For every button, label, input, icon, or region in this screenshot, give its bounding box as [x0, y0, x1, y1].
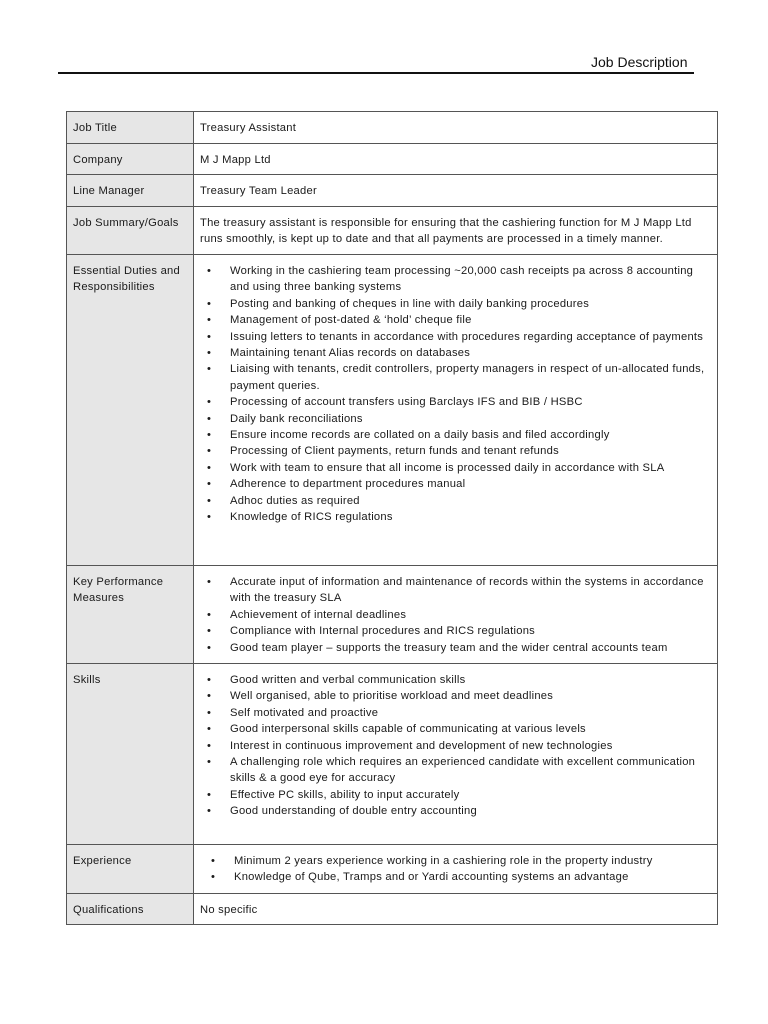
bullet-icon: • — [207, 706, 212, 719]
list-item — [200, 754, 711, 787]
experience-list — [200, 853, 711, 886]
row-experience — [67, 845, 718, 894]
list-item-text: Accurate input of information and maintenance of records within the systems in accordance with the treasury SLA — [230, 576, 704, 605]
list-item — [200, 312, 711, 328]
row-skills — [67, 664, 718, 845]
row-job-summary — [67, 207, 718, 255]
bullet-icon: • — [207, 494, 212, 507]
list-item — [200, 476, 711, 492]
duties-label: Essential Duties and Responsibilities — [67, 255, 194, 566]
skills-list — [200, 672, 711, 820]
list-item — [200, 623, 711, 639]
bullet-icon: • — [207, 429, 212, 442]
list-item-text: Maintaining tenant Alias records on databases — [230, 347, 471, 360]
bullet-icon: • — [207, 330, 212, 343]
line-manager-label: Line Manager — [67, 175, 194, 207]
list-item-text: Minimum 2 years experience working in a cashiering role in the property industry — [234, 855, 653, 867]
list-item-text: Good understanding of double entry accounting — [230, 805, 477, 818]
row-company — [67, 144, 718, 175]
list-item — [200, 427, 711, 443]
bullet-icon: • — [207, 363, 212, 376]
list-item-text: Adherence to department procedures manual — [230, 478, 466, 491]
list-item — [200, 721, 711, 737]
job-summary-label: Job Summary/Goals — [67, 207, 194, 255]
bullet-icon: • — [207, 674, 212, 686]
list-item-text: Ensure income records are collated on a daily basis and filed accordingly — [230, 429, 610, 442]
bullet-icon: • — [207, 396, 212, 409]
list-item-text: Knowledge of Qube, Tramps and or Yardi accounting systems an advantage — [234, 871, 629, 884]
row-duties — [67, 255, 718, 566]
document-title: Job Description — [591, 54, 688, 70]
header-divider — [58, 72, 694, 74]
company-label: Company — [67, 144, 194, 175]
row-line-manager — [67, 175, 718, 207]
qualifications-label: Qualifications — [67, 894, 194, 925]
duties-value — [194, 255, 718, 566]
list-item-text: Interest in continuous improvement and development of new technologies — [230, 739, 613, 752]
duties-list — [200, 263, 711, 526]
list-item — [200, 443, 711, 459]
list-item-text: Knowledge of RICS regulations — [230, 511, 393, 524]
qualifications-value: No specific — [194, 894, 718, 925]
list-item — [200, 296, 711, 312]
list-item — [200, 509, 711, 525]
bullet-icon: • — [207, 511, 212, 524]
company-value: M J Mapp Ltd — [194, 144, 718, 175]
list-item — [200, 672, 711, 688]
bullet-icon: • — [207, 625, 212, 638]
skills-label: Skills — [67, 664, 194, 845]
list-item-text: Work with team to ensure that all income is processed daily in accordance with SLA — [230, 461, 665, 474]
list-item — [200, 345, 711, 361]
bullet-icon: • — [207, 641, 212, 654]
kpm-value — [194, 566, 718, 664]
list-item — [200, 787, 711, 803]
list-item — [200, 574, 711, 607]
job-description-table — [66, 111, 718, 925]
experience-label: Experience — [67, 845, 194, 894]
job-title-label: Job Title — [67, 112, 194, 144]
list-item — [200, 607, 711, 623]
list-item-text: Compliance with Internal procedures and RICS regulations — [230, 625, 536, 638]
list-item — [200, 263, 711, 296]
list-item-text: Achievement of internal deadlines — [230, 608, 407, 621]
list-item-text: Good team player – supports the treasury team and the wider central accounts team — [230, 641, 668, 654]
list-item — [200, 705, 711, 721]
bullet-icon: • — [207, 297, 212, 310]
kpm-label: Key Performance Measures — [67, 566, 194, 664]
list-item — [200, 803, 711, 819]
bullet-icon: • — [207, 723, 212, 736]
list-item-text: Daily bank reconciliations — [230, 412, 363, 425]
list-item-text: Adhoc duties as required — [230, 494, 360, 507]
list-item-text: Posting and banking of cheques in line with daily banking procedures — [230, 297, 590, 310]
bullet-icon: • — [207, 478, 212, 491]
list-item-text: Well organised, able to prioritise workload and meet deadlines — [230, 690, 554, 703]
bullet-icon: • — [207, 265, 212, 277]
list-item-text: A challenging role which requires an experienced candidate with excellent communication skills & a good eye for accuracy — [230, 756, 696, 785]
bullet-icon: • — [211, 855, 216, 867]
list-item — [200, 411, 711, 427]
bullet-icon: • — [207, 739, 212, 752]
list-item — [200, 394, 711, 410]
row-kpm — [67, 566, 718, 664]
bullet-icon: • — [207, 608, 212, 621]
list-item-text: Liaising with tenants, credit controllers, property managers in respect of un-allocated funds, payment queries. — [230, 363, 705, 392]
bullet-icon: • — [207, 445, 212, 458]
experience-value — [194, 845, 718, 894]
list-item-text: Effective PC skills, ability to input accurately — [230, 788, 460, 801]
list-item — [200, 329, 711, 345]
bullet-icon: • — [207, 314, 212, 327]
bullet-icon: • — [207, 347, 212, 360]
list-item-text: Working in the cashiering team processing ~20,000 cash receipts pa across 8 accounting and using three banking systems — [230, 265, 694, 294]
list-item — [200, 493, 711, 509]
list-item-text: Processing of account transfers using Barclays IFS and BIB / HSBC — [230, 396, 583, 409]
bullet-icon: • — [207, 412, 212, 425]
list-item — [200, 460, 711, 476]
list-item — [200, 688, 711, 704]
bullet-icon: • — [207, 461, 212, 474]
bullet-icon: • — [207, 788, 212, 801]
list-item — [200, 869, 711, 885]
bullet-icon: • — [207, 756, 212, 769]
job-title-value: Treasury Assistant — [194, 112, 718, 144]
list-item — [200, 361, 711, 394]
job-summary-value: The treasury assistant is responsible for ensuring that the cashiering function for M J Mapp Ltd runs smoothly, is kept up to date and that all payments are processed in a timely manner. — [194, 207, 718, 255]
list-item-text: Good written and verbal communication skills — [230, 674, 466, 686]
bullet-icon: • — [211, 871, 216, 884]
list-item — [200, 738, 711, 754]
row-qualifications — [67, 894, 718, 925]
list-item — [200, 640, 711, 656]
list-item-text: Good interpersonal skills capable of communicating at various levels — [230, 723, 586, 736]
list-item-text: Self motivated and proactive — [230, 706, 379, 719]
line-manager-value: Treasury Team Leader — [194, 175, 718, 207]
bullet-icon: • — [207, 576, 212, 588]
list-item-text: Processing of Client payments, return funds and tenant refunds — [230, 445, 559, 458]
list-item — [200, 853, 711, 869]
skills-value — [194, 664, 718, 845]
kpm-list — [200, 574, 711, 656]
list-item-text: Issuing letters to tenants in accordance with procedures regarding acceptance of payments — [230, 330, 704, 343]
row-job-title — [67, 112, 718, 144]
bullet-icon: • — [207, 690, 212, 703]
bullet-icon: • — [207, 805, 212, 818]
list-item-text: Management of post-dated & ‘hold’ cheque file — [230, 314, 472, 327]
